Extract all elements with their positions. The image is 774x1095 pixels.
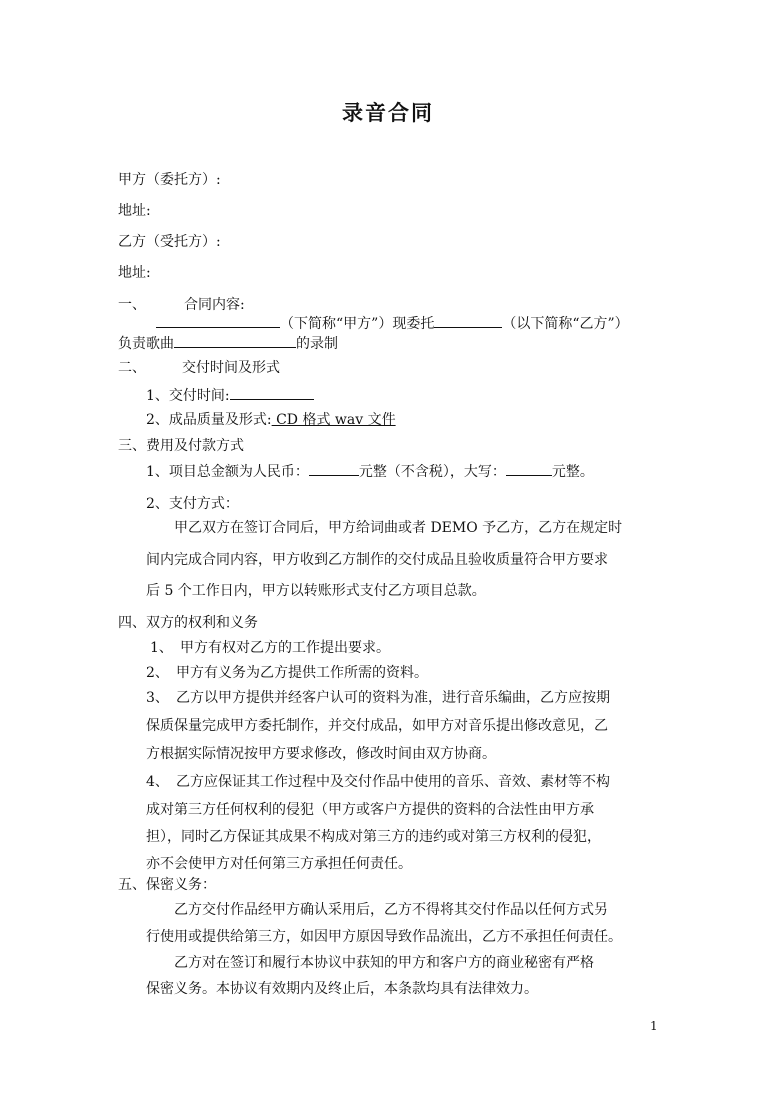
section-1-text-a: （下简称“甲方”）现委托 bbox=[280, 316, 435, 332]
payment-paragraph-line: 后 5 个工作日内，甲方以转账形式支付乙方项目总款。 bbox=[146, 583, 486, 599]
section-3-heading: 三、费用及付款方式 bbox=[118, 438, 244, 454]
payment-paragraph-line: 间内完成合同内容，甲方收到乙方制作的交付成品且验收质量符合甲方要求 bbox=[146, 552, 608, 568]
address-b-label: 地址: bbox=[118, 265, 151, 281]
right-item-3-number: 3、 bbox=[146, 690, 169, 706]
section-1-text-b: （以下简称“乙方”） bbox=[502, 316, 629, 332]
right-item-3-line: 乙方以甲方提供并经客户认可的资料为准，进行音乐编曲，乙方应按期 bbox=[176, 690, 610, 706]
right-item-4-line: 担），同时乙方保证其成果不构成对第三方的违约或对第三方权利的侵犯， bbox=[146, 829, 601, 845]
page-title: 录音合同 bbox=[342, 100, 434, 125]
party-a-label: 甲方（委托方）: bbox=[118, 172, 221, 188]
delivery-format-value: CD 格式 wav 文件 bbox=[271, 412, 396, 428]
party-a-name-blank[interactable] bbox=[156, 313, 280, 328]
party-b-name-blank[interactable] bbox=[434, 313, 502, 328]
right-item-4-number: 4、 bbox=[146, 774, 169, 790]
section-5-heading: 五、保密义务： bbox=[118, 877, 216, 893]
right-item-4-line: 乙方应保证其工作过程中及交付作品中使用的音乐、音效、素材等不构 bbox=[176, 774, 610, 790]
confidentiality-line: 乙方交付作品经甲方确认采用后，乙方不得将其交付作品以任何方式另 bbox=[174, 902, 608, 918]
right-item-3-line: 方根据实际情况按甲方要求修改，修改时间由双方协商。 bbox=[146, 746, 496, 762]
amount-number-blank[interactable] bbox=[309, 461, 359, 476]
page-number: 1 bbox=[650, 1019, 658, 1033]
confidentiality-line: 乙方对在签订和履行本协议中获知的甲方和客户方的商业秘密有严格 bbox=[174, 955, 594, 971]
delivery-time-line bbox=[146, 385, 314, 406]
payment-method-label: 2、支付方式： bbox=[146, 496, 239, 512]
section-1-line-1 bbox=[156, 313, 629, 334]
party-b-label: 乙方（受托方）: bbox=[118, 234, 221, 250]
section-1-number: 一、 bbox=[118, 297, 146, 313]
right-item-2-number: 2、 bbox=[146, 665, 169, 681]
section-1-text-d: 的录制 bbox=[296, 336, 338, 352]
song-name-blank[interactable] bbox=[174, 333, 296, 348]
delivery-format-line bbox=[146, 410, 396, 430]
delivery-time-label: 1、交付时间: bbox=[146, 388, 230, 404]
section-1-heading: 合同内容: bbox=[184, 297, 245, 313]
confidentiality-line: 保密义务。本协议有效期内及终止后，本条款均具有法律效力。 bbox=[146, 981, 538, 997]
confidentiality-line: 行使用或提供给第三方，如因甲方原因导致作品流出，乙方不承担任何责任。 bbox=[146, 929, 622, 945]
section-1-line-2 bbox=[118, 333, 338, 354]
amount-words-blank[interactable] bbox=[506, 461, 552, 476]
amount-text-b: 元整（不含税），大写： bbox=[358, 464, 506, 480]
right-item-4-line: 成对第三方任何权利的侵犯（甲方或客户方提供的资料的合法性由甲方承 bbox=[146, 802, 594, 818]
section-2-number: 二、 bbox=[118, 360, 146, 376]
right-item-1-number: 1、 bbox=[150, 640, 173, 656]
right-item-3-line: 保质保量完成甲方委托制作，并交付成品，如甲方对音乐提出修改意见，乙 bbox=[146, 718, 608, 734]
right-item-2-text: 甲方有义务为乙方提供工作所需的资料。 bbox=[176, 665, 428, 681]
amount-text-c: 元整。 bbox=[551, 464, 594, 480]
section-4-heading: 四、双方的权利和义务 bbox=[118, 615, 258, 631]
delivery-time-blank[interactable] bbox=[230, 385, 314, 400]
amount-text-a: 1、项目总金额为人民币： bbox=[146, 464, 309, 480]
section-1-text-c: 负责歌曲 bbox=[118, 336, 174, 352]
address-a-label: 地址: bbox=[118, 203, 151, 219]
delivery-format-label: 2、成品质量及形式: bbox=[146, 412, 272, 428]
payment-paragraph-line: 甲乙双方在签订合同后，甲方给词曲或者 DEMO 予乙方，乙方在规定时 bbox=[174, 520, 623, 536]
amount-line bbox=[146, 461, 594, 482]
section-2-heading: 交付时间及形式 bbox=[182, 360, 280, 376]
right-item-1-text: 甲方有权对乙方的工作提出要求。 bbox=[180, 640, 390, 656]
right-item-4-line: 亦不会使甲方对任何第三方承担任何责任。 bbox=[146, 856, 412, 872]
